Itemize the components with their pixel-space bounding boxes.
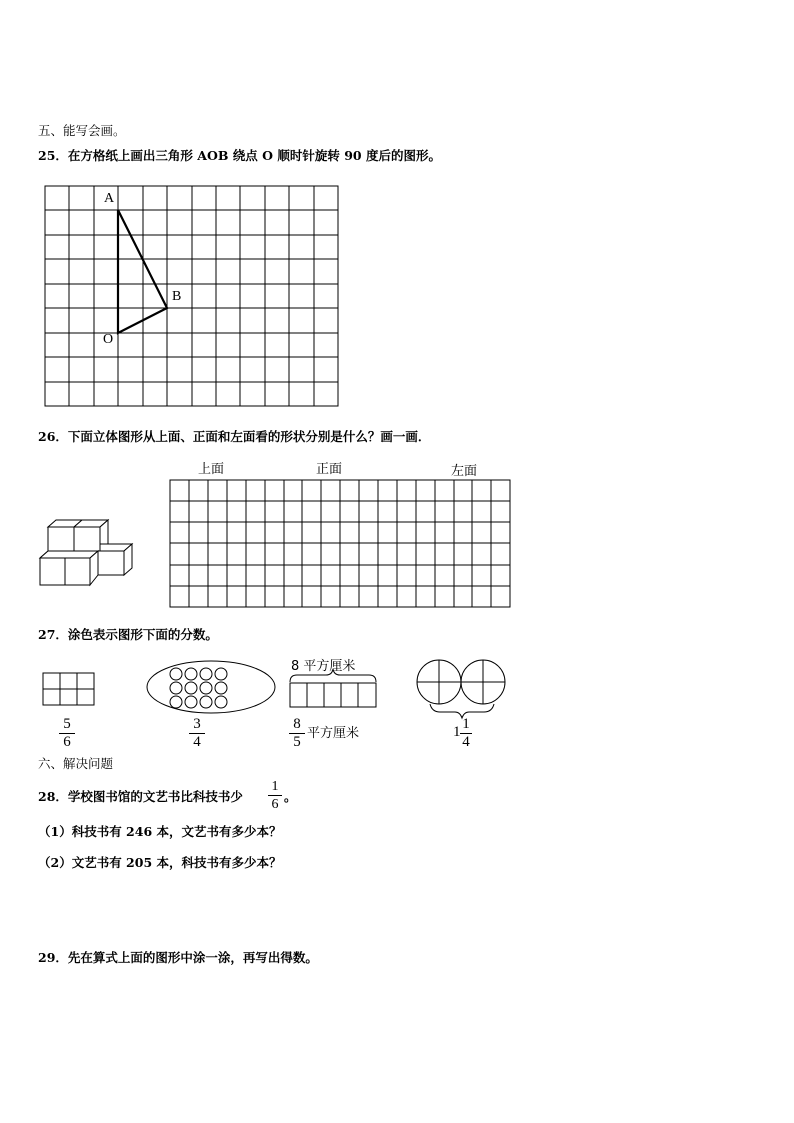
view-label-top: 上面 (198, 462, 225, 477)
fraction-numerator: 8 (289, 716, 305, 734)
view-label-front: 正面 (316, 462, 343, 477)
fraction-denominator: 6 (271, 797, 279, 812)
point-o-label: O (103, 332, 114, 347)
fraction-denominator: 4 (462, 734, 470, 750)
question-27: 27．涂色表示图形下面的分数。 (38, 627, 218, 642)
section-title-6: 六、解决问题 (38, 756, 114, 771)
fraction-five-sixths (59, 716, 75, 751)
question-28-part-1: （1）科技书有 246 本，文艺书有多少本？ (38, 824, 282, 839)
point-a-label: A (104, 191, 115, 206)
mixed-whole: 1 (453, 724, 461, 740)
question-28-part-2: （2）文艺书有 205 本，科技书有多少本？ (38, 855, 282, 870)
area-label: 8 平方厘米 (291, 659, 356, 674)
question-29: 29．先在算式上面的图形中涂一涂，再写出得数。 (38, 950, 318, 965)
view-label-left: 左面 (451, 464, 478, 479)
fraction-numerator: 3 (189, 716, 205, 734)
fraction-numerator: 1 (268, 778, 282, 796)
fraction-denominator: 6 (63, 734, 71, 750)
section-title-5: 五、能写会画。 (38, 123, 126, 138)
fraction-unit: 平方厘米 (307, 726, 360, 741)
fraction-numerator: 1 (460, 716, 472, 734)
fraction-one-sixth (268, 778, 282, 813)
fraction-denominator: 5 (293, 734, 301, 750)
question-25: 25．在方格纸上画出三角形 AOB 绕点 O 顺时针旋转 90 度后的图形。 (38, 148, 441, 163)
question-26: 26．下面立体图形从上面、正面和左面看的形状分别是什么？画一画． (38, 429, 431, 444)
fraction-three-fourths (189, 716, 205, 751)
point-b-label: B (172, 289, 182, 304)
question-28-suffix: 。 (284, 789, 297, 804)
fraction-denominator: 4 (193, 734, 201, 750)
fraction-numerator: 5 (59, 716, 75, 734)
fraction-one-fourth (460, 716, 472, 751)
question-28: 28．学校图书馆的文艺书比科技书少 (38, 789, 243, 804)
fraction-eight-fifths (289, 716, 305, 751)
